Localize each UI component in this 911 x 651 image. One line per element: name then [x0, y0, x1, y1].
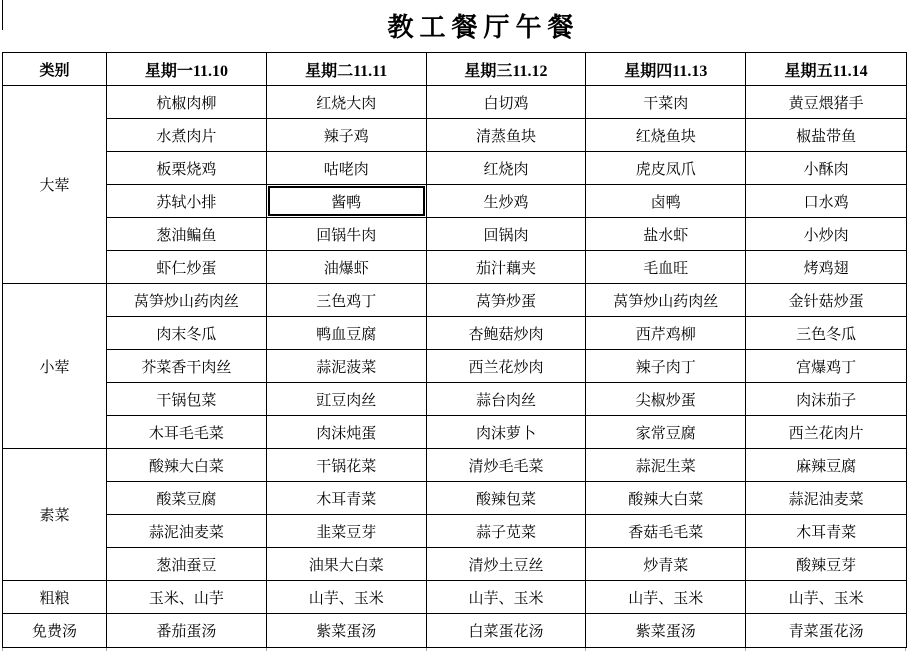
menu-cell[interactable]: 肉末冬瓜: [107, 317, 267, 350]
menu-cell[interactable]: 鸭血豆腐: [267, 317, 427, 350]
category-cell[interactable]: 素菜: [3, 449, 107, 581]
menu-cell[interactable]: 清炒毛毛菜: [427, 449, 587, 482]
menu-cell[interactable]: 蒜台肉丝: [427, 383, 587, 416]
menu-cell[interactable]: 玉米、山芋: [107, 581, 267, 614]
menu-cell[interactable]: 莴笋炒山药肉丝: [586, 284, 746, 317]
day-header-cell[interactable]: 星期五11.14: [746, 53, 906, 86]
day-header-cell[interactable]: 星期二11.11: [267, 53, 427, 86]
menu-cell[interactable]: 山芋、玉米: [746, 581, 906, 614]
menu-cell[interactable]: 香菇毛毛菜: [586, 515, 746, 548]
menu-cell[interactable]: 酸辣豆芽: [746, 548, 906, 581]
category-cell[interactable]: 大荤: [3, 86, 107, 284]
menu-cell[interactable]: 金针菇炒蛋: [746, 284, 906, 317]
menu-cell[interactable]: 尖椒炒蛋: [586, 383, 746, 416]
menu-cell[interactable]: 豇豆肉丝: [267, 383, 427, 416]
day-header-cell[interactable]: 星期四11.13: [586, 53, 746, 86]
menu-cell[interactable]: 虾仁炒蛋: [107, 251, 267, 284]
menu-cell[interactable]: 西兰花炒肉: [427, 350, 587, 383]
menu-cell[interactable]: 红烧肉: [427, 152, 587, 185]
menu-cell[interactable]: 生炒鸡: [427, 185, 587, 218]
menu-cell[interactable]: 清蒸鱼块: [427, 119, 587, 152]
category-header-cell[interactable]: 类别: [3, 53, 107, 86]
menu-cell[interactable]: 番茄蛋汤: [107, 614, 267, 647]
menu-cell[interactable]: 蒜子苋菜: [427, 515, 587, 548]
sheet-left-border-line: [2, 0, 3, 30]
menu-cell[interactable]: 肉沫萝卜: [427, 416, 587, 449]
menu-cell[interactable]: 蒜泥油麦菜: [107, 515, 267, 548]
menu-cell[interactable]: 黄豆煨猪手: [746, 86, 906, 119]
menu-cell[interactable]: 酸辣包菜: [427, 482, 587, 515]
menu-table: [2, 52, 907, 648]
menu-cell[interactable]: 莴笋炒山药肉丝: [107, 284, 267, 317]
day-header-cell[interactable]: 星期一11.10: [107, 53, 267, 86]
category-cell[interactable]: 免费汤: [3, 614, 107, 647]
menu-cell[interactable]: 木耳毛毛菜: [107, 416, 267, 449]
menu-cell[interactable]: 肉沫炖蛋: [267, 416, 427, 449]
menu-cell[interactable]: 蒜泥油麦菜: [746, 482, 906, 515]
menu-cell[interactable]: 蒜泥生菜: [586, 449, 746, 482]
menu-cell[interactable]: 清炒土豆丝: [427, 548, 587, 581]
menu-cell[interactable]: 杏鲍菇炒肉: [427, 317, 587, 350]
menu-cell[interactable]: 酸辣大白菜: [107, 449, 267, 482]
menu-cell[interactable]: 杭椒肉柳: [107, 86, 267, 119]
menu-cell[interactable]: 回锅肉: [427, 218, 587, 251]
menu-cell[interactable]: 葱油鳊鱼: [107, 218, 267, 251]
menu-cell[interactable]: 山芋、玉米: [267, 581, 427, 614]
menu-cell[interactable]: 青菜蛋花汤: [746, 614, 906, 647]
menu-cell[interactable]: 干菜肉: [586, 86, 746, 119]
menu-cell[interactable]: 紫菜蛋汤: [267, 614, 427, 647]
menu-cell[interactable]: 木耳青菜: [746, 515, 906, 548]
menu-cell[interactable]: 麻辣豆腐: [746, 449, 906, 482]
menu-cell[interactable]: 干锅花菜: [267, 449, 427, 482]
menu-cell[interactable]: 芥菜香干肉丝: [107, 350, 267, 383]
menu-cell[interactable]: 板栗烧鸡: [107, 152, 267, 185]
menu-cell[interactable]: 茄汁藕夹: [427, 251, 587, 284]
menu-cell[interactable]: 烤鸡翅: [746, 251, 906, 284]
day-header-cell[interactable]: 星期三11.12: [427, 53, 587, 86]
menu-cell[interactable]: 辣子肉丁: [586, 350, 746, 383]
menu-cell[interactable]: 椒盐带鱼: [746, 119, 906, 152]
menu-cell[interactable]: 西芹鸡柳: [586, 317, 746, 350]
menu-cell[interactable]: 干锅包菜: [107, 383, 267, 416]
menu-cell[interactable]: 紫菜蛋汤: [586, 614, 746, 647]
menu-cell[interactable]: 家常豆腐: [586, 416, 746, 449]
menu-cell[interactable]: 盐水虾: [586, 218, 746, 251]
menu-cell[interactable]: 山芋、玉米: [586, 581, 746, 614]
page-title: 教工餐厅午餐: [387, 12, 580, 42]
menu-cell[interactable]: 肉沫茄子: [746, 383, 906, 416]
menu-cell[interactable]: 三色冬瓜: [746, 317, 906, 350]
menu-cell[interactable]: 西兰花肉片: [746, 416, 906, 449]
menu-cell[interactable]: 三色鸡丁: [267, 284, 427, 317]
menu-cell[interactable]: 炒青菜: [586, 548, 746, 581]
menu-cell[interactable]: 莴笋炒蛋: [427, 284, 587, 317]
menu-cell[interactable]: 油果大白菜: [267, 548, 427, 581]
menu-cell[interactable]: 酸辣大白菜: [586, 482, 746, 515]
menu-cell-selected[interactable]: 酱鸭: [267, 185, 427, 218]
menu-cell[interactable]: 卤鸭: [586, 185, 746, 218]
menu-cell[interactable]: 韭菜豆芽: [267, 515, 427, 548]
menu-cell[interactable]: 水煮肉片: [107, 119, 267, 152]
menu-cell[interactable]: 白切鸡: [427, 86, 587, 119]
menu-cell[interactable]: 宫爆鸡丁: [746, 350, 906, 383]
menu-cell[interactable]: 苏轼小排: [107, 185, 267, 218]
menu-cell[interactable]: 葱油蚕豆: [107, 548, 267, 581]
menu-cell[interactable]: 咕咾肉: [267, 152, 427, 185]
menu-cell[interactable]: 口水鸡: [746, 185, 906, 218]
category-cell[interactable]: 粗粮: [3, 581, 107, 614]
menu-cell[interactable]: 木耳青菜: [267, 482, 427, 515]
menu-cell[interactable]: 虎皮凤爪: [586, 152, 746, 185]
category-cell[interactable]: 小荤: [3, 284, 107, 449]
menu-cell[interactable]: 蒜泥菠菜: [267, 350, 427, 383]
menu-cell[interactable]: 白菜蛋花汤: [427, 614, 587, 647]
menu-cell[interactable]: 山芋、玉米: [427, 581, 587, 614]
menu-cell[interactable]: 毛血旺: [586, 251, 746, 284]
menu-cell[interactable]: 回锅牛肉: [267, 218, 427, 251]
menu-cell[interactable]: 红烧大肉: [267, 86, 427, 119]
menu-cell[interactable]: 小酥肉: [746, 152, 906, 185]
menu-cell[interactable]: 辣子鸡: [267, 119, 427, 152]
menu-cell[interactable]: 油爆虾: [267, 251, 427, 284]
menu-cell[interactable]: 红烧鱼块: [586, 119, 746, 152]
menu-cell[interactable]: 小炒肉: [746, 218, 906, 251]
menu-cell[interactable]: 酸菜豆腐: [107, 482, 267, 515]
